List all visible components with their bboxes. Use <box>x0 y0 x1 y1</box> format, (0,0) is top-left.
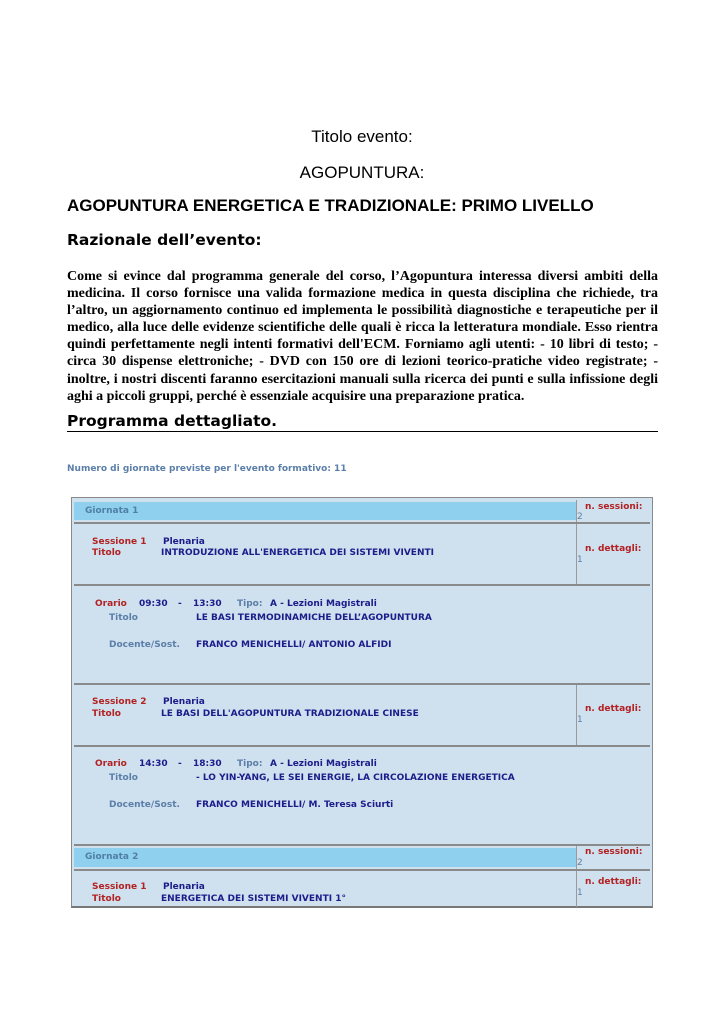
teacher-label: Docente/Sost. <box>109 640 180 650</box>
divider <box>74 584 650 586</box>
rationale-heading: Razionale dell’evento: <box>67 231 262 249</box>
sessions-count-value: 2 <box>577 512 583 522</box>
divider <box>74 869 650 871</box>
teacher-name: FRANCO MENICHELLI/ ANTONIO ALFIDI <box>196 640 392 650</box>
days-count-info: Numero di giornate previste per l'evento formativo: 11 <box>67 464 347 474</box>
details-count-value: 1 <box>577 715 583 725</box>
detail-title-label: Titolo <box>109 773 138 783</box>
detail-title: LE BASI TERMODINAMICHE DELL’AGOPUNTURA <box>196 613 432 623</box>
day-label: Giornata 1 <box>85 506 139 516</box>
time-end: 13:30 <box>193 599 222 609</box>
details-count-cell <box>576 871 651 907</box>
details-count-cell <box>576 524 651 584</box>
event-subtitle: AGOPUNTURA ENERGETICA E TRADIZIONALE: PRIMO LIVELLO <box>67 196 594 215</box>
day-header <box>74 502 650 520</box>
day-label: Giornata 2 <box>85 852 139 862</box>
divider <box>74 683 650 685</box>
time-separator: - <box>178 759 182 769</box>
details-count-value: 1 <box>577 888 583 898</box>
orario-label: Orario <box>95 599 127 609</box>
detail-title-label: Titolo <box>109 613 138 623</box>
time-separator: - <box>178 599 182 609</box>
session-kind: Plenaria <box>163 537 205 547</box>
session-label: Sessione 1 <box>92 882 147 892</box>
time-start: 14:30 <box>139 759 168 769</box>
session-kind: Plenaria <box>163 697 205 707</box>
event-name: AGOPUNTURA: <box>299 163 425 182</box>
program-table <box>71 497 653 908</box>
session-kind: Plenaria <box>163 882 205 892</box>
details-count-label: n. dettagli: <box>585 704 642 714</box>
orario-label: Orario <box>95 759 127 769</box>
session-label: Sessione 2 <box>92 697 147 707</box>
time-start: 09:30 <box>139 599 168 609</box>
sessions-count-value: 2 <box>577 858 583 868</box>
sessions-count-cell <box>576 500 651 522</box>
tipo-value: A - Lezioni Magistrali <box>270 759 377 769</box>
session-title-label: Titolo <box>92 894 121 904</box>
day-header <box>74 848 650 867</box>
session-title: ENERGETICA DEI SISTEMI VIVENTI 1° <box>161 894 346 904</box>
tipo-label: Tipo: <box>237 759 263 769</box>
session-title-label: Titolo <box>92 548 121 558</box>
sessions-count-label: n. sessioni: <box>585 847 643 857</box>
heading-rule <box>67 431 658 432</box>
session-title-label: Titolo <box>92 709 121 719</box>
sessions-count-cell <box>576 846 651 869</box>
tipo-value: A - Lezioni Magistrali <box>270 599 377 609</box>
event-title-label: Titolo evento: <box>311 127 413 146</box>
divider <box>74 844 650 846</box>
tipo-label: Tipo: <box>237 599 263 609</box>
details-count-label: n. dettagli: <box>585 877 642 887</box>
details-count-cell <box>576 685 651 745</box>
teacher-label: Docente/Sost. <box>109 800 180 810</box>
divider <box>74 745 650 747</box>
teacher-name: FRANCO MENICHELLI/ M. Teresa Sciurti <box>196 800 394 810</box>
sessions-count-label: n. sessioni: <box>585 502 643 512</box>
session-label: Sessione 1 <box>92 537 147 547</box>
detail-title: - LO YIN-YANG, LE SEI ENERGIE, LA CIRCOLAZIONE ENERGETICA <box>196 773 515 783</box>
time-end: 18:30 <box>193 759 222 769</box>
session-title: LE BASI DELL'AGOPUNTURA TRADIZIONALE CINESE <box>161 709 419 719</box>
rationale-text: Come si evince dal programma generale del corso, l’Agopuntura interessa diversi ambiti della medicina. Il corso fornisce una valida formazione medica in questa disciplina che richiede, tra l’altro, un aggiornamento continuo ed implementa le possibilità diagnostiche e terapeutiche per il medico, alla luce delle evidenze scientifiche delle quali è ricca la letteratura mondiale. Esso rientra quindi perfettamente negli intenti formativi dell'ECM. Forniamo agli utenti: - 10 libri di testo; - circa 30 dispense elettroniche; - DVD con 150 ore di lezioni teorico-pratiche video registrate; - inoltre, i nostri discenti faranno esercitazioni manuali sulla ricerca dei punti e sulla infissione degli aghi a piccoli gruppi, perché è essenziale acquisire una preparazione pratica. <box>67 269 658 404</box>
details-count-label: n. dettagli: <box>585 544 642 554</box>
session-title: INTRODUZIONE ALL'ENERGETICA DEI SISTEMI VIVENTI <box>161 548 434 558</box>
details-count-value: 1 <box>577 555 583 565</box>
divider <box>74 522 650 524</box>
program-heading: Programma dettagliato. <box>67 412 278 430</box>
